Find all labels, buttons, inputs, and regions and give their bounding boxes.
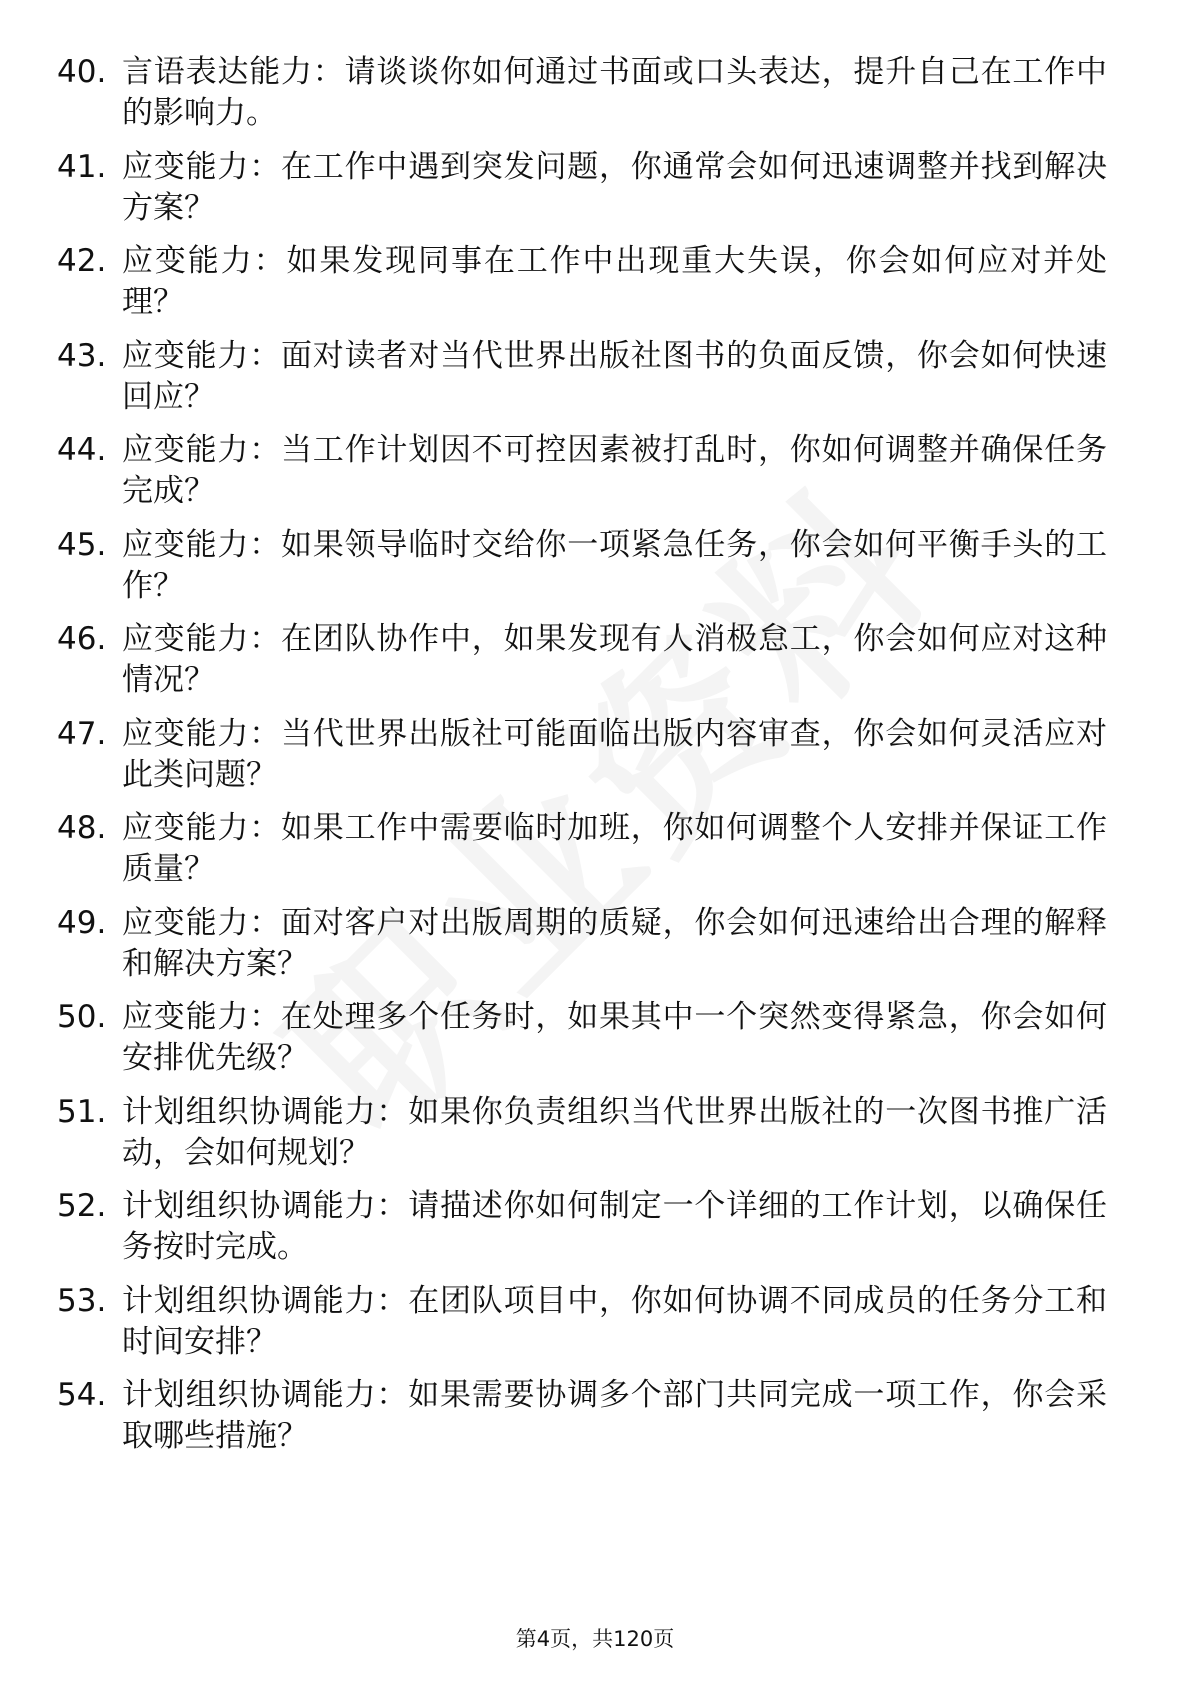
question-item <box>57 1281 1117 1376</box>
question-text: 应变能力：在处理多个任务时，如果其中一个突然变得紧急，你会如何安排优先级？ <box>122 999 1107 1076</box>
question-item <box>57 714 1117 809</box>
question-item <box>57 997 1117 1092</box>
question-text: 应变能力：当工作计划因不可控因素被打乱时，你如何调整并确保任务完成？ <box>122 432 1107 509</box>
question-item <box>57 808 1117 903</box>
question-number: 41. <box>57 148 107 185</box>
question-text: 应变能力：如果发现同事在工作中出现重大失误，你会如何应对并处理？ <box>122 243 1107 320</box>
question-number: 49. <box>57 904 107 941</box>
question-item <box>57 147 1117 242</box>
question-text: 应变能力：如果领导临时交给你一项紧急任务，你会如何平衡手头的工作？ <box>122 526 1107 604</box>
question-item <box>57 903 1117 998</box>
question-number: 47. <box>57 715 107 752</box>
question-item <box>57 525 1117 620</box>
question-number: 54. <box>57 1377 107 1413</box>
question-text: 应变能力：如果工作中需要临时加班，你如何调整个人安排并保证工作质量？ <box>122 810 1107 887</box>
question-item <box>57 430 1117 525</box>
page-number-label: 第4页，共120页 <box>515 1627 675 1651</box>
question-text: 应变能力：面对读者对当代世界出版社图书的负面反馈，你会如何快速回应？ <box>122 337 1107 415</box>
page-footer <box>0 1623 1190 1653</box>
question-number: 51. <box>57 1093 107 1130</box>
question-text: 计划组织协调能力：如果你负责组织当代世界出版社的一次图书推广活动，会如何规划？ <box>122 1093 1107 1171</box>
question-text: 应变能力：在工作中遇到突发问题，你通常会如何迅速调整并找到解决方案？ <box>122 148 1107 226</box>
question-number: 52. <box>57 1188 107 1224</box>
question-item <box>57 336 1117 431</box>
question-number: 48. <box>57 810 107 846</box>
question-number: 40. <box>57 54 107 90</box>
question-item <box>57 241 1117 336</box>
question-number: 50. <box>57 999 107 1035</box>
question-list <box>57 52 1117 1470</box>
question-text: 应变能力：在团队协作中，如果发现有人消极怠工，你会如何应对这种情况？ <box>122 621 1107 698</box>
question-text: 计划组织协调能力：请描述你如何制定一个详细的工作计划，以确保任务按时完成。 <box>122 1188 1107 1265</box>
question-text: 计划组织协调能力：如果需要协调多个部门共同完成一项工作，你会采取哪些措施？ <box>122 1377 1107 1454</box>
question-number: 42. <box>57 243 107 279</box>
question-number: 43. <box>57 337 107 374</box>
question-text: 应变能力：当代世界出版社可能面临出版内容审查，你会如何灵活应对此类问题？ <box>122 715 1107 793</box>
question-text: 计划组织协调能力：在团队项目中，你如何协调不同成员的任务分工和时间安排？ <box>122 1282 1107 1360</box>
question-text: 言语表达能力：请谈谈你如何通过书面或口头表达，提升自己在工作中的影响力。 <box>122 54 1107 131</box>
question-number: 46. <box>57 621 107 657</box>
question-item <box>57 1375 1117 1470</box>
question-item <box>57 1186 1117 1281</box>
question-number: 44. <box>57 432 107 468</box>
question-item <box>57 619 1117 714</box>
question-number: 53. <box>57 1282 107 1319</box>
question-text: 应变能力：面对客户对出版周期的质疑，你会如何迅速给出合理的解释和解决方案？ <box>122 904 1107 982</box>
question-item <box>57 1092 1117 1187</box>
question-item <box>57 52 1117 147</box>
question-number: 45. <box>57 526 107 563</box>
